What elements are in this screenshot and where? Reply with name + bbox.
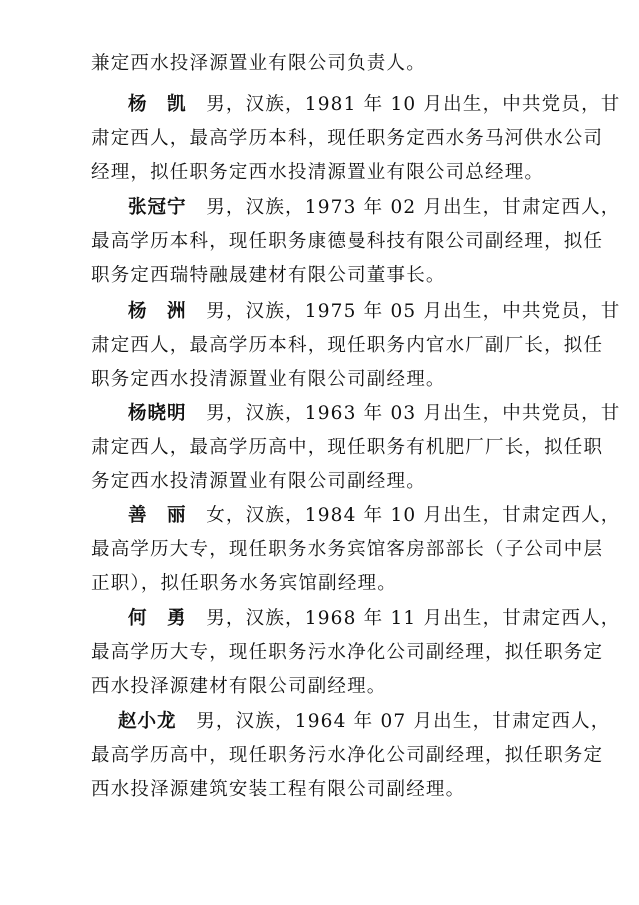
entry-line: 男，汉族，1981 年 10 月出生，中共党员，甘 <box>206 94 621 115</box>
person-name: 杨晓明 <box>128 403 187 424</box>
entry-line: 男，汉族，1975 年 05 月出生，中共党员，甘 <box>206 301 621 322</box>
entry-line: 最高学历本科，现任职务康德曼科技有限公司副经理，拟任 <box>91 231 604 252</box>
entry-line: 肃定西人，最高学历本科，现任职务内官水厂副厂长，拟任 <box>91 335 604 356</box>
entry-line: 肃定西人，最高学历本科，现任职务定西水务马河供水公司 <box>91 128 604 149</box>
person-entry-yang-xiaoming <box>0 397 639 499</box>
entry-line: 男，汉族，1973 年 02 月出生，甘肃定西人， <box>206 197 621 218</box>
person-entry-zhang-guanning <box>0 191 639 293</box>
entry-line: 正职），拟任职务水务宾馆副经理。 <box>91 573 397 594</box>
person-name: 杨 凯 <box>128 94 187 115</box>
entry-line: 男，汉族，1968 年 11 月出生，甘肃定西人， <box>206 608 621 629</box>
continuation-paragraph <box>0 47 639 81</box>
entry-line: 最高学历高中，现任职务污水净化公司副经理，拟任职务定 <box>91 745 604 766</box>
entry-line: 职务定西瑞特融晟建材有限公司董事长。 <box>91 265 446 286</box>
entry-line: 肃定西人，最高学历高中，现任职务有机肥厂厂长，拟任职 <box>91 437 604 458</box>
entry-line: 西水投泽源建筑安装工程有限公司副经理。 <box>91 779 466 800</box>
person-entry-he-yong <box>0 602 639 704</box>
entry-line: 最高学历大专，现任职务污水净化公司副经理，拟任职务定 <box>91 642 604 663</box>
person-name: 杨 洲 <box>128 301 187 322</box>
entry-line: 男，汉族，1964 年 07 月出生，甘肃定西人， <box>196 711 611 732</box>
entry-line: 西水投泽源建材有限公司副经理。 <box>91 676 387 697</box>
entry-line: 职务定西水投清源置业有限公司副经理。 <box>91 369 446 390</box>
person-entry-shan-li <box>0 499 639 601</box>
entry-line: 务定西水投清源置业有限公司副经理。 <box>91 471 426 492</box>
person-entry-yang-kai <box>0 88 639 190</box>
person-entry-zhao-xiaolong <box>0 705 639 807</box>
person-name: 善 丽 <box>128 505 187 526</box>
entry-line: 男，汉族，1963 年 03 月出生，中共党员，甘 <box>206 403 621 424</box>
person-name: 何 勇 <box>128 608 187 629</box>
person-entry-yang-zhou <box>0 295 639 397</box>
person-name: 赵小龙 <box>118 711 177 732</box>
entry-line: 最高学历大专，现任职务水务宾馆客房部部长（子公司中层 <box>91 539 604 560</box>
entry-line: 经理，拟任职务定西水投清源置业有限公司总经理。 <box>91 162 545 183</box>
continuation-line: 兼定西水投泽源置业有限公司负责人。 <box>91 53 426 74</box>
entry-line: 女，汉族，1984 年 10 月出生，甘肃定西人， <box>206 505 621 526</box>
person-name: 张冠宁 <box>128 197 187 218</box>
